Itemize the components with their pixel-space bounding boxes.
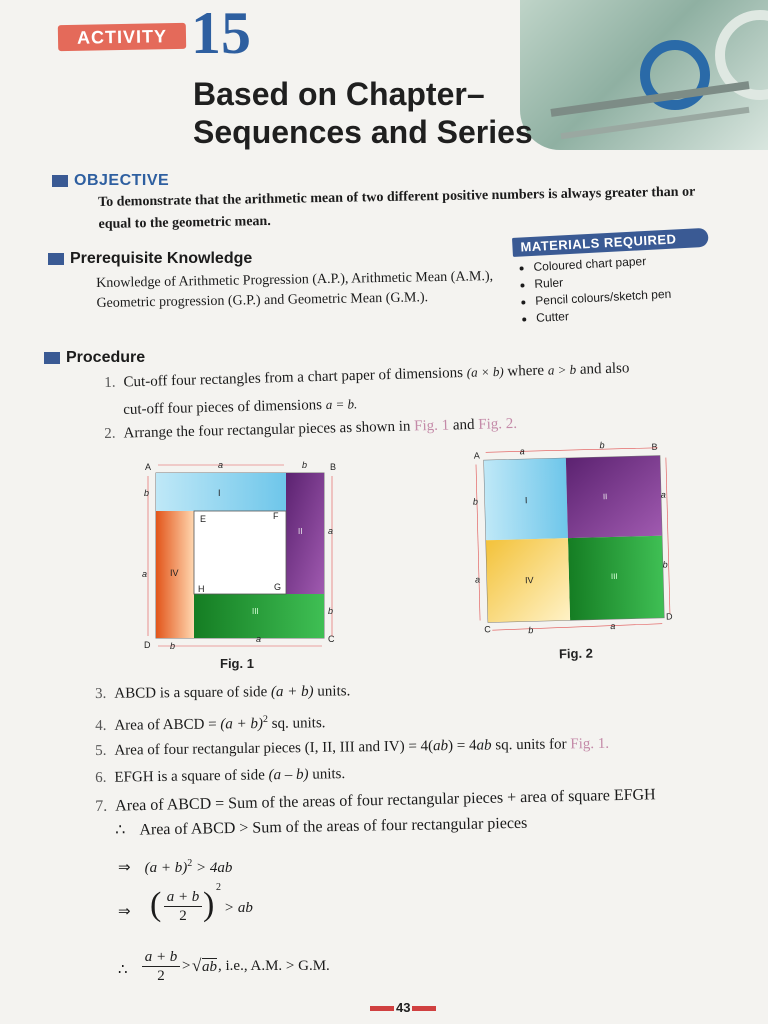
step-2: 2. Arrange the four rectangular pieces as shown in Fig. 1 and Fig. 2. (104, 415, 518, 442)
fig2-dim-b-top: b (599, 440, 605, 451)
step-1-line2: cut-off four pieces of dimensions a = b. (123, 396, 358, 418)
fig1-label-B: B (330, 462, 337, 472)
ruler-icon (561, 107, 750, 139)
procedure-heading: Procedure (44, 349, 145, 367)
fig2-dim-a-top: a (519, 446, 525, 457)
conclusion-line-1: ∴ Area of ABCD > Sum of the areas of four rectangular pieces (115, 814, 528, 839)
fig1-dim-a-right: a (328, 526, 334, 536)
fig1-dim-b-top: b (302, 460, 308, 470)
header-photo-decoration (520, 0, 768, 150)
section-marker-icon (52, 175, 68, 187)
fig1-label-IV: IV (170, 568, 179, 578)
materials-heading: MATERIALS REQUIRED (512, 228, 709, 257)
prerequisite-heading: Prerequisite Knowledge (48, 250, 252, 268)
fig1-dim-b-right: b (328, 606, 334, 616)
fig2-label-III: III (610, 571, 618, 582)
activity-label: ACTIVITY (58, 23, 186, 51)
fig2-dim-bottom (492, 624, 662, 630)
fig1-label-E: E (200, 514, 207, 524)
fig2-dim-top (486, 448, 658, 453)
fig2-dim-b-bottom: b (528, 625, 534, 636)
fig2-label-B: B (651, 441, 658, 452)
fig2-label-IV: IV (524, 575, 534, 586)
step-5: 5. Area of four rectangular pieces (I, II, III and IV) = 4(ab) = 4ab sq. units for Fig. 1. (95, 735, 610, 759)
fig1-caption: Fig. 1 (220, 656, 254, 671)
list-item: • Pencil colours/sketch pen (535, 284, 712, 310)
fig1-label-A: A (145, 462, 152, 472)
sqrt-icon: √ (192, 956, 202, 975)
fig1-label-H: H (198, 584, 205, 594)
fig2-dim-a-right: a (660, 489, 666, 500)
fig2-label-II: II (602, 492, 608, 502)
list-item: • Cutter (536, 301, 713, 327)
fig1-dim-a-top: a (218, 460, 224, 470)
fraction: a + b 2 (164, 888, 202, 925)
prerequisite-text: Knowledge of Arithmetic Progression (A.P.), Arithmetic Mean (A.M.), Geometric progression (G.P.) and Geometric Mean (G.M.). (96, 269, 494, 311)
fig2-dim-a-left: a (474, 574, 481, 585)
fig1-label-II: II (298, 527, 303, 536)
step-7: 7. Area of ABCD = Sum of the areas of four rectangular pieces + area of square EFGH (95, 786, 656, 815)
page-title-line1: Based on Chapter– (193, 76, 485, 112)
fig1-label-III: III (252, 607, 259, 616)
conclusion-line-2: ⇒ $(a + b)^2 > 4ab$ (118, 858, 233, 876)
fig1-dim-a-left: a (142, 569, 148, 579)
fig1-inner-square (194, 511, 286, 594)
step-4: 4. Area of ABCD = $(a + b)^2$ sq. units. (95, 713, 326, 734)
fig1-label-D: D (144, 640, 151, 650)
fig1-label-F: F (273, 511, 279, 521)
fig1-label-C: C (328, 634, 335, 644)
step-3: 3. ABCD is a square of side (a + b) units. (95, 683, 351, 702)
fig2-dim-a-bottom: a (610, 620, 616, 632)
fig2-dim-right (666, 458, 670, 614)
fig2-piece-II (566, 456, 662, 538)
figures (130, 440, 690, 680)
figure-2 (471, 440, 674, 664)
materials-list (513, 250, 712, 328)
page-number: 43 (368, 1000, 438, 1015)
fig2-label-C: C (484, 624, 491, 635)
fig2-dim-b-right: b (662, 559, 668, 570)
figure-1 (142, 460, 336, 671)
fig2-label-I: I (524, 495, 528, 506)
section-marker-icon (48, 253, 64, 265)
page-title-line2: Sequences and Series (193, 114, 533, 150)
fraction: a + b 2 (142, 948, 180, 985)
fig1-piece-I (156, 473, 286, 511)
materials-box (512, 228, 712, 328)
fig1-label-I: I (218, 488, 221, 498)
objective-text: To demonstrate that the arithmetic mean of two different positive numbers is always greater than or equal to the geometric mean. (98, 184, 696, 232)
fig1-dim-a-bottom: a (256, 634, 262, 644)
list-item: • Ruler (534, 267, 711, 293)
list-item: • Coloured chart paper (533, 250, 710, 276)
fig1-piece-III (194, 594, 324, 638)
step-1: 1. Cut-off four rectangles from a chart paper of dimensions (a × b) where a > b and also (104, 360, 630, 391)
fig1-dim-b-left: b (144, 488, 150, 498)
fig1-piece-II (286, 473, 324, 594)
fig1-dim-b-bottom: b (170, 641, 176, 651)
left-paren: ( (150, 886, 162, 923)
activity-number: 15 (191, 0, 251, 66)
fig2-label-A: A (473, 450, 480, 461)
section-marker-icon (44, 352, 60, 364)
right-paren: ) (203, 886, 215, 923)
fig1-label-G: G (274, 582, 282, 592)
fig2-dim-left (476, 465, 480, 621)
fig2-label-D: D (665, 611, 673, 622)
fig2-caption: Fig. 2 (558, 645, 594, 662)
step-6: 6. EFGH is a square of side (a – b) units. (95, 766, 346, 786)
fig2-dim-b-left: b (472, 496, 479, 507)
objective-heading: OBJECTIVE (52, 172, 169, 190)
